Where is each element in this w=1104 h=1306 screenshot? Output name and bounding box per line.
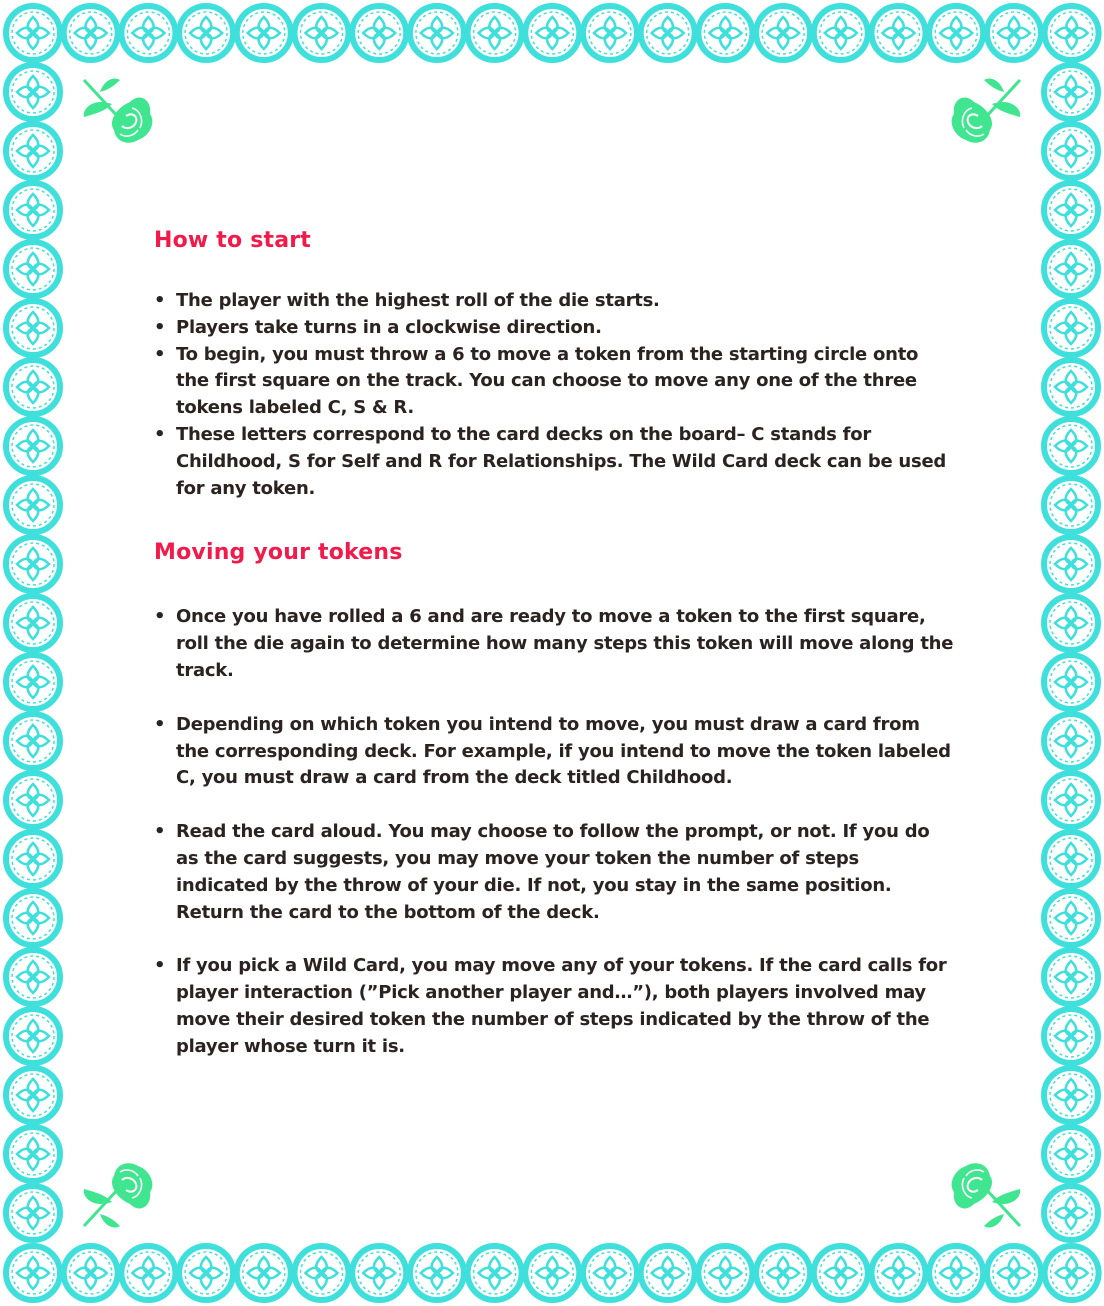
border-medallion [1044, 1186, 1098, 1240]
border-medallion [6, 1009, 60, 1063]
list-item: • If you pick a Wild Card, you may move any of your tokens. If the card calls for player interaction (”Pick another player and…”), both players involved may move their desired token the number of steps indicated by the throw of the player whose turn it is. [154, 955, 947, 1057]
how-to-start-list [154, 288, 954, 502]
border-medallion [756, 6, 810, 60]
bullet: • [154, 955, 166, 977]
border-medallion [237, 6, 291, 60]
bullet: • [154, 606, 166, 628]
border-medallion [525, 6, 579, 60]
border-medallion [6, 596, 60, 650]
rose-ornament-top-right [952, 79, 1021, 143]
border-medallion [698, 1246, 752, 1300]
border-medallion [6, 832, 60, 886]
border-medallion [987, 6, 1041, 60]
border-medallion [1044, 478, 1098, 532]
list-item: • Players take turns in a clockwise direction. [154, 315, 954, 342]
border-medallion [6, 1068, 60, 1122]
border-medallion [6, 183, 60, 237]
heading-how-to-start: How to start [154, 228, 312, 253]
bullet: • [154, 316, 166, 338]
list-item: • To begin, you must throw a 6 to move a token from the starting circle onto the first square on the track. You can choose to move any one of the three tokens labeled C, S & R. [154, 343, 919, 419]
border-medallion [987, 1246, 1041, 1300]
border-medallion [929, 6, 983, 60]
border-medallion [1044, 301, 1098, 355]
border-medallion [583, 1246, 637, 1300]
border-medallion [6, 65, 60, 119]
border-medallion [583, 6, 637, 60]
list-item: • Depending on which token you intend to move, you must draw a card from the corresponding deck. For example, if you intend to move the token labeled C, you must draw a card from the deck titled Childhood. [154, 713, 951, 789]
border-medallion [1044, 655, 1098, 709]
border-medallion [6, 124, 60, 178]
border-medallion [6, 1246, 60, 1300]
border-medallion [1044, 714, 1098, 768]
border-medallion [1044, 537, 1098, 591]
bullet: • [154, 290, 166, 311]
border-medallion [1044, 1009, 1098, 1063]
border-medallion [6, 478, 60, 532]
border-medallion [64, 1246, 118, 1300]
bullet: • [154, 423, 166, 445]
border-medallion [179, 6, 233, 60]
border-medallion [352, 6, 406, 60]
border-medallion [352, 1246, 406, 1300]
bullet: • [154, 343, 166, 365]
border-medallion [872, 1246, 926, 1300]
list-item: • These letters correspond to the card decks on the board– C stands for Childhood, S for Self and R for Relationships. The Wild Card deck can be used for any token. [154, 423, 947, 499]
border-medallion [1045, 1246, 1099, 1300]
bullet: • [154, 821, 166, 843]
bullet: • [154, 713, 166, 735]
border-medallion [6, 1186, 60, 1240]
border-medallion [814, 6, 868, 60]
border-medallion [525, 1246, 579, 1300]
border-medallion [1044, 65, 1098, 119]
rose-ornament-bottom-left [84, 1163, 153, 1227]
border-medallion [6, 419, 60, 473]
border-medallion [814, 1246, 868, 1300]
border-medallion [1044, 1127, 1098, 1181]
border-medallion [121, 6, 175, 60]
border-medallion [237, 1246, 291, 1300]
border-medallion [872, 6, 926, 60]
heading-moving-your-tokens: Moving your tokens [154, 540, 403, 566]
border-medallion [1044, 832, 1098, 886]
border-medallion [1044, 183, 1098, 237]
border-medallion [1044, 1068, 1098, 1122]
moving-tokens-list [154, 604, 954, 1060]
border-medallion [641, 6, 695, 60]
border-medallion [1044, 242, 1098, 296]
border-medallion [468, 6, 522, 60]
border-medallion [6, 655, 60, 709]
border-medallion [756, 1246, 810, 1300]
border-medallion [179, 1246, 233, 1300]
border-medallion [6, 360, 60, 414]
border-medallion [1044, 124, 1098, 178]
border-medallion [1044, 891, 1098, 945]
border-medallion [410, 6, 464, 60]
border-medallion [641, 1246, 695, 1300]
rules-content [154, 226, 954, 1061]
border-medallion [6, 950, 60, 1004]
border-medallion [929, 1246, 983, 1300]
border-medallion [6, 714, 60, 768]
border-medallion [468, 1246, 522, 1300]
border-medallion [1044, 419, 1098, 473]
border-medallion [1044, 596, 1098, 650]
border-medallion [698, 6, 752, 60]
border-medallion [1044, 773, 1098, 827]
border-medallion [1044, 950, 1098, 1004]
list-item: • Read the card aloud. You may choose to follow the prompt, or not. If you do as the card suggests, you may move your token the number of steps indicated by the throw of your die. If not, you stay in the same position. Return the card to the bottom of the deck. [154, 821, 930, 923]
border-medallion [6, 537, 60, 591]
border-medallion [295, 1246, 349, 1300]
border-medallion [410, 1246, 464, 1300]
border-medallion [6, 242, 60, 296]
border-medallion [64, 6, 118, 60]
border-medallion [121, 1246, 175, 1300]
border-medallion [6, 6, 60, 60]
rose-ornament-top-left [84, 79, 153, 143]
border-medallion [295, 6, 349, 60]
border-medallion [6, 1127, 60, 1181]
border-medallion [6, 773, 60, 827]
rose-ornament-bottom-right [952, 1163, 1021, 1227]
border-medallion [6, 891, 60, 945]
list-item: • The player with the highest roll of the die starts. [154, 288, 954, 315]
border-medallion [1044, 360, 1098, 414]
border-medallion [6, 301, 60, 355]
border-medallion [1045, 6, 1099, 60]
list-item: • Once you have rolled a 6 and are ready to move a token to the first square, roll the die again to determine how many steps this token will move along the track. [154, 606, 954, 681]
